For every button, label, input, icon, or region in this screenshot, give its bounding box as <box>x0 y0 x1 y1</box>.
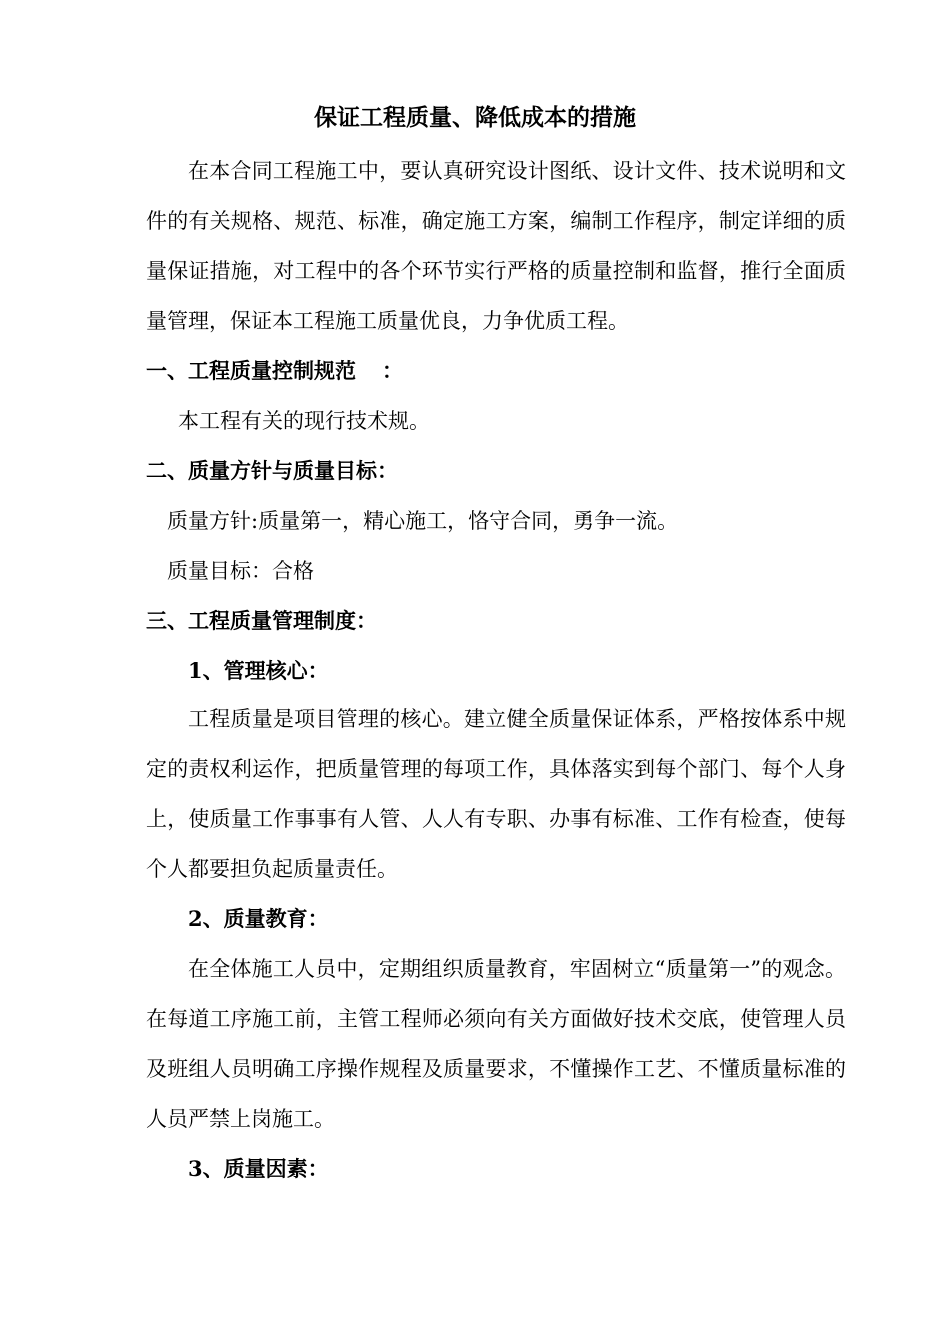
subsection2-heading: 2、质量教育： <box>188 906 329 931</box>
subsection1-paragraph <box>146 694 846 894</box>
subsection2-paragraph <box>146 944 846 1144</box>
quality-goal: 质量目标：合格 <box>167 559 314 583</box>
subsection1-heading: 1、管理核心： <box>188 658 329 683</box>
intro-text: 在本合同工程施工中，要认真研究设计图纸、设计文件、技术说明和文件的有关规格、规范、标准，确定施工方案，编制工作程序，制定详细的质量保证措施，对工程中的各个环节实行严格的质量控制和监督，推行全面质量管理，保证本工程施工质量优良，力争优质工程。 <box>146 159 846 333</box>
subsection2-text: 在全体施工人员中，定期组织质量教育，牢固树立“质量第一”的观念。在每道工序施工前，主管工程师必须向有关方面做好技术交底，使管理人员及班组人员明确工序操作规程及质量要求，不懂操作工艺、不懂质量标准的人员严禁上岗施工。 <box>146 957 846 1131</box>
section1-heading-text: 一、工程质量控制规范 <box>146 358 356 383</box>
section1-text: 本工程有关的现行技术规。 <box>178 409 430 433</box>
section3-heading: 三、工程质量管理制度： <box>146 608 377 633</box>
subsection1-text: 工程质量是项目管理的核心。建立健全质量保证体系，严格按体系中规定的责权利运作，把质量管理的每项工作，具体落实到每个部门、每个人身上，使质量工作事事有人管、人人有专职、办事有标准、工作有检查，使每个人都要担负起质量责任。 <box>146 707 846 881</box>
section1-heading <box>146 346 403 396</box>
subsection3-heading: 3、质量因素： <box>188 1156 329 1181</box>
intro-paragraph <box>146 146 846 346</box>
section1-heading-colon: ： <box>382 358 403 383</box>
quality-policy: 质量方针:质量第一，精心施工，恪守合同，勇争一流。 <box>167 509 679 533</box>
section2-heading: 二、质量方针与质量目标： <box>146 458 398 483</box>
document-title: 保证工程质量、降低成本的措施 <box>314 104 636 131</box>
